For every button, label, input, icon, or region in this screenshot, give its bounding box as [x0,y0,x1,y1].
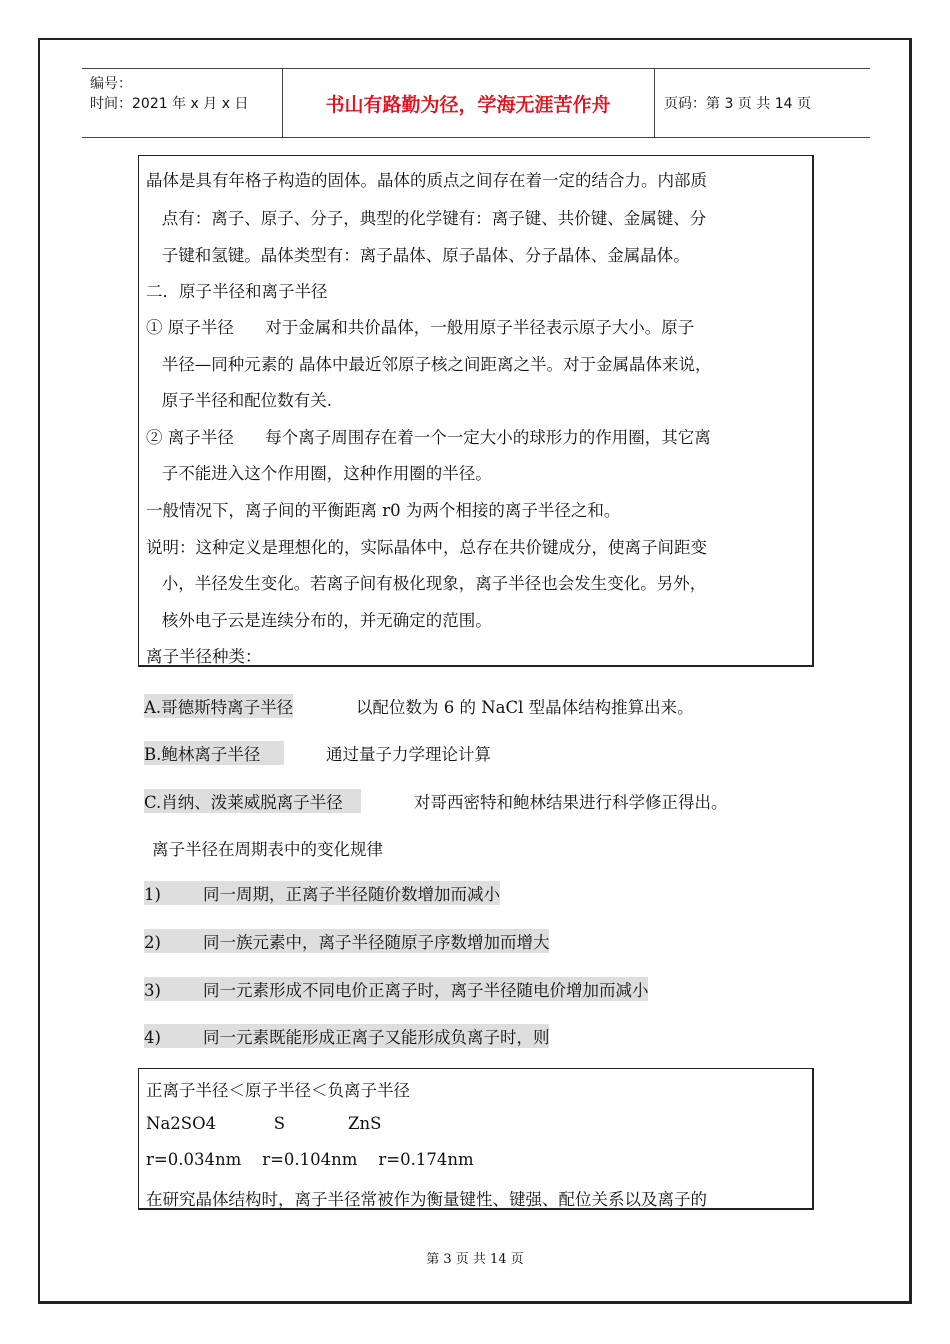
rule-number: 2) [144,933,161,952]
section-heading: 二．原子半径和离子半径 [146,282,328,301]
document-number: 编号： [90,76,132,92]
header-page-number: 页码：第 3 页 共 14 页 [664,96,811,112]
header-motto: 书山有路勤为径，学海无涯苦作舟 [282,69,655,137]
rule-text: 同一族元素中，离子半径随原子序数增加而增大 [202,933,550,952]
radius-type-name: C.肖纳、泼莱威脱离子半径 [144,789,361,813]
rule-item [144,881,500,905]
rule-number: 1) [144,885,161,904]
text-line: 小，半径发生变化。若离子间有极化现象，离子半径也会发生变化。另外， [146,574,707,593]
text-line: 离子半径种类： [146,647,262,666]
text-line: ① 原子半径 对于金属和共价晶体，一般用原子半径表示原子大小。原子 [146,318,695,337]
rule-text: 同一元素既能形成正离子又能形成负离子时，则 [202,1028,550,1047]
rules-title: 离子半径在周期表中的变化规律 [152,840,383,859]
radius-type-desc: 通过量子力学理论计算 [326,745,491,764]
rule-item [144,1024,549,1048]
text-line: Na2SO4 S ZnS [146,1114,382,1133]
rule-number: 4) [144,1028,161,1047]
text-line: 点有：离子、原子、分子，典型的化学键有：离子键、共价键、金属键、分 [146,209,707,228]
rule-number: 3) [144,981,161,1000]
text-line: 子不能进入这个作用圈，这种作用圈的半径。 [146,464,492,483]
text-line: 在研究晶体结构时，离子半径常被作为衡量键性、键强、配位关系以及离子的 [146,1190,707,1209]
rule-text: 同一周期，正离子半径随价数增加而减小 [202,885,500,904]
page-footer: 第 3 页 共 14 页 [426,1252,524,1267]
rule-item [144,977,648,1001]
text-line: 半径—同种元素的 晶体中最近邻原子核之间距离之半。对于金属晶体来说， [146,355,712,374]
rule-text: 同一元素形成不同电价正离子时，离子半径随电价增加而减小 [202,981,649,1000]
document-date: 时间：2021 年 x 月 x 日 [90,96,249,112]
rule-item [144,929,549,953]
text-line: 原子半径和配位数有关. [146,391,332,410]
text-line: 晶体是具有年格子构造的固体。晶体的质点之间存在着一定的结合力。内部质 [146,171,707,190]
radius-type-name: B.鲍林离子半径 [144,741,284,765]
text-line: 子键和氢键。晶体类型有：离子晶体、原子晶体、分子晶体、金属晶体。 [146,246,690,265]
text-line: ② 离子半径 每个离子周围存在着一个一定大小的球形力的作用圈，其它离 [146,428,711,447]
header-meta [82,69,283,137]
text-line: 说明：这种定义是理想化的，实际晶体中，总存在共价键成分，使离子间距变 [146,538,707,557]
text-line: 核外电子云是连续分布的，并无确定的范围。 [146,611,492,630]
text-line: r=0.034nm r=0.104nm r=0.174nm [146,1150,474,1169]
text-line: 一般情况下，离子间的平衡距离 r0 为两个相接的离子半径之和。 [146,501,621,520]
page-header [82,68,870,138]
radius-type-name: A.哥德斯特离子半径 [144,694,293,718]
text-line: 正离子半径＜原子半径＜负离子半径 [146,1081,410,1100]
radius-type-desc: 对哥西密特和鲍林结果进行科学修正得出。 [414,793,728,812]
radius-type-desc: 以配位数为 6 的 NaCl 型晶体结构推算出来。 [356,698,694,717]
